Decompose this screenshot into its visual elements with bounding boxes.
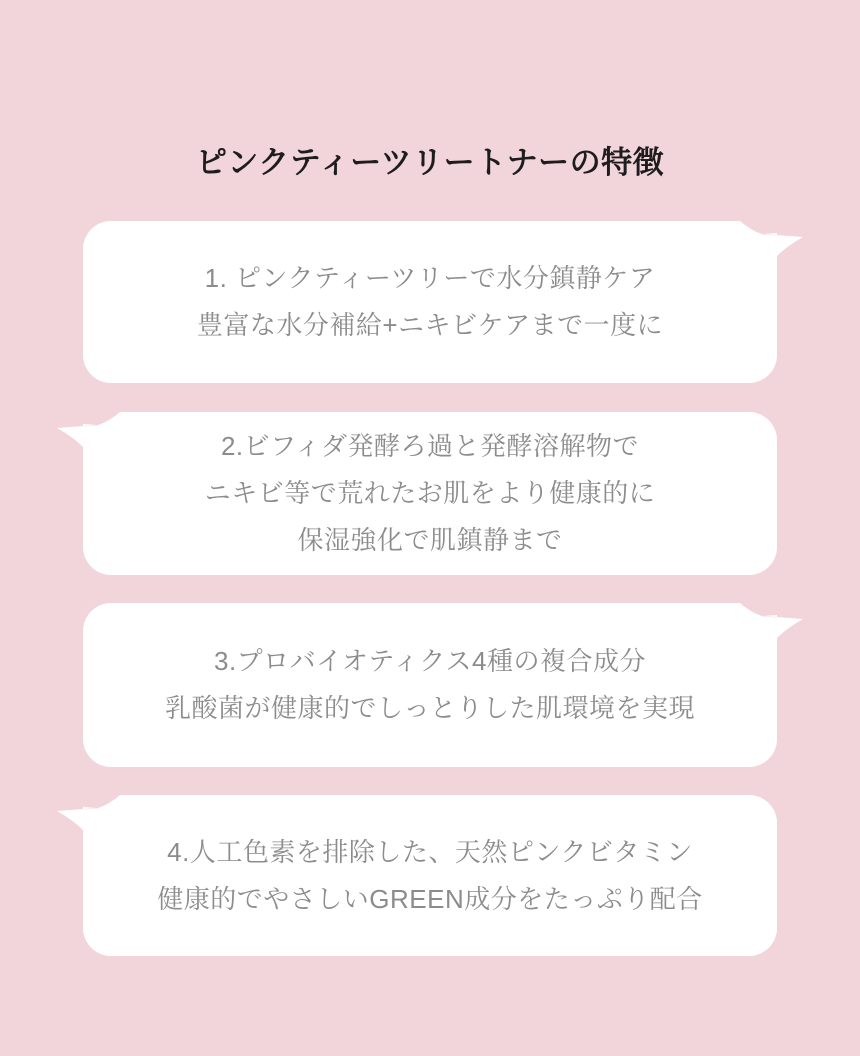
- feature-line: 2.ビフィダ発酵ろ過と発酵溶解物で: [220, 431, 640, 461]
- speech-tail-icon: [740, 603, 804, 643]
- feature-line: 健康的でやさしいGREEN成分をたっぷり配合: [157, 883, 703, 914]
- feature-line: 4.人工色素を排除した、天然ピンクビタミン: [167, 836, 693, 867]
- feature-bubble-3: [83, 603, 777, 767]
- feature-line: 3.プロバイオティクス4種の複合成分: [213, 646, 647, 676]
- feature-line: ニキビ等で荒れたお肌をより健康的に: [204, 478, 656, 508]
- speech-tail-icon: [56, 795, 120, 835]
- speech-tail-icon: [56, 412, 120, 452]
- feature-line: 豊富な水分補給+ニキビケアまで一度に: [196, 310, 664, 340]
- page-title: ピンクティーツリートナーの特徴: [195, 145, 665, 180]
- feature-line: 保湿強化で肌鎮静まで: [297, 525, 563, 555]
- feature-line: 1. ピンクティーツリーで水分鎮静ケア: [204, 263, 656, 293]
- feature-bubble-1: [83, 221, 777, 383]
- feature-bubble-4: [83, 795, 777, 956]
- speech-tail-icon: [740, 221, 804, 261]
- feature-line: 乳酸菌が健康的でしっとりした肌環境を実現: [164, 693, 695, 723]
- feature-bubble-2: [83, 412, 777, 575]
